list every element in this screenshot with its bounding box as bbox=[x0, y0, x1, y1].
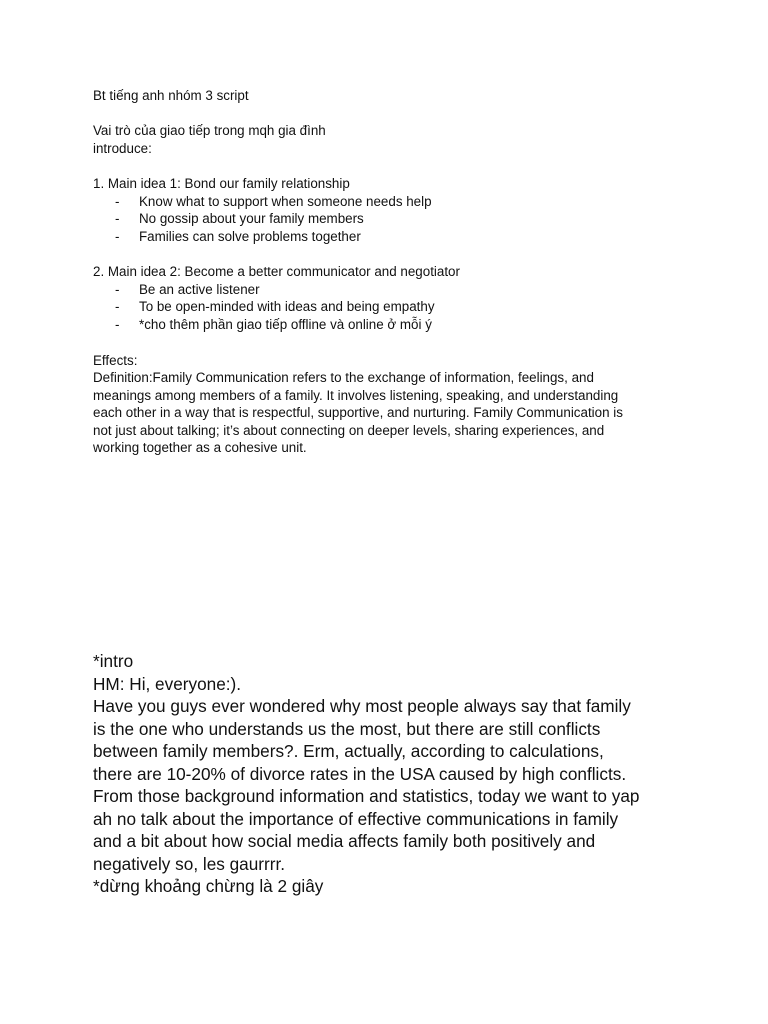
list-item-text: *cho thêm phần giao tiếp offline và online ở mỗi ý bbox=[139, 317, 432, 332]
script-line: *intro bbox=[93, 651, 134, 671]
script-line: Have you guys ever wondered why most people always say that family bbox=[93, 696, 631, 716]
bullet-dash: - bbox=[115, 211, 120, 226]
bullet-dash: - bbox=[115, 299, 120, 314]
paragraph-line: meanings among members of a family. It involves listening, speaking, and understanding bbox=[93, 387, 619, 403]
script-line: From those background information and statistics, today we want to yap bbox=[93, 786, 640, 806]
script-line: there are 10-20% of divorce rates in the USA caused by high conflicts. bbox=[93, 763, 627, 784]
document-title: Bt tiếng anh nhóm 3 script bbox=[93, 88, 249, 103]
list-item bbox=[115, 210, 364, 228]
script-line: is the one who understands us the most, but there are still conflicts bbox=[93, 718, 601, 739]
main-idea-1-heading: 1. Main idea 1: Bond our family relationship bbox=[93, 176, 350, 191]
definition-paragraph bbox=[93, 369, 663, 457]
script-line: HM: Hi, everyone:). bbox=[93, 673, 242, 694]
bullet-dash: - bbox=[115, 229, 120, 244]
script-paragraph bbox=[93, 650, 693, 898]
list-item-text: To be open-minded with ideas and being empathy bbox=[139, 299, 435, 314]
main-idea-2-heading: 2. Main idea 2: Become a better communicator and negotiator bbox=[93, 264, 460, 279]
document-subtitle: Vai trò của giao tiếp trong mqh gia đình bbox=[93, 123, 326, 138]
script-line: *dừng khoảng chừng là 2 giây bbox=[93, 876, 324, 896]
list-item-text: Be an active listener bbox=[139, 282, 260, 297]
list-item bbox=[115, 316, 432, 334]
list-item-text: Families can solve problems together bbox=[139, 229, 361, 244]
paragraph-line: Definition:Family Communication refers to the exchange of information, feelings, and bbox=[93, 370, 594, 385]
bullet-dash: - bbox=[115, 317, 120, 332]
list-item bbox=[115, 298, 435, 316]
bullet-dash: - bbox=[115, 194, 120, 209]
list-item bbox=[115, 281, 260, 299]
script-line: and a bit about how social media affects family both positively and bbox=[93, 831, 596, 851]
script-line: between family members?. Erm, actually, according to calculations, bbox=[93, 741, 604, 761]
paragraph-line: not just about talking; it’s about connecting on deeper levels, sharing experiences, and bbox=[93, 422, 605, 438]
list-item bbox=[115, 193, 432, 211]
effects-label: Effects: bbox=[93, 353, 138, 368]
introduce-label: introduce: bbox=[93, 141, 152, 156]
paragraph-line: each other in a way that is respectful, supportive, and nurturing. Family Communication is bbox=[93, 405, 623, 421]
script-line: ah no talk about the importance of effective communications in family bbox=[93, 808, 619, 829]
list-item-text: Know what to support when someone needs help bbox=[139, 194, 432, 209]
bullet-dash: - bbox=[115, 282, 120, 297]
list-item-text: No gossip about your family members bbox=[139, 211, 364, 226]
paragraph-line: working together as a cohesive unit. bbox=[93, 440, 307, 456]
script-line: negatively so, les gaurrrr. bbox=[93, 853, 286, 874]
list-item bbox=[115, 228, 361, 246]
